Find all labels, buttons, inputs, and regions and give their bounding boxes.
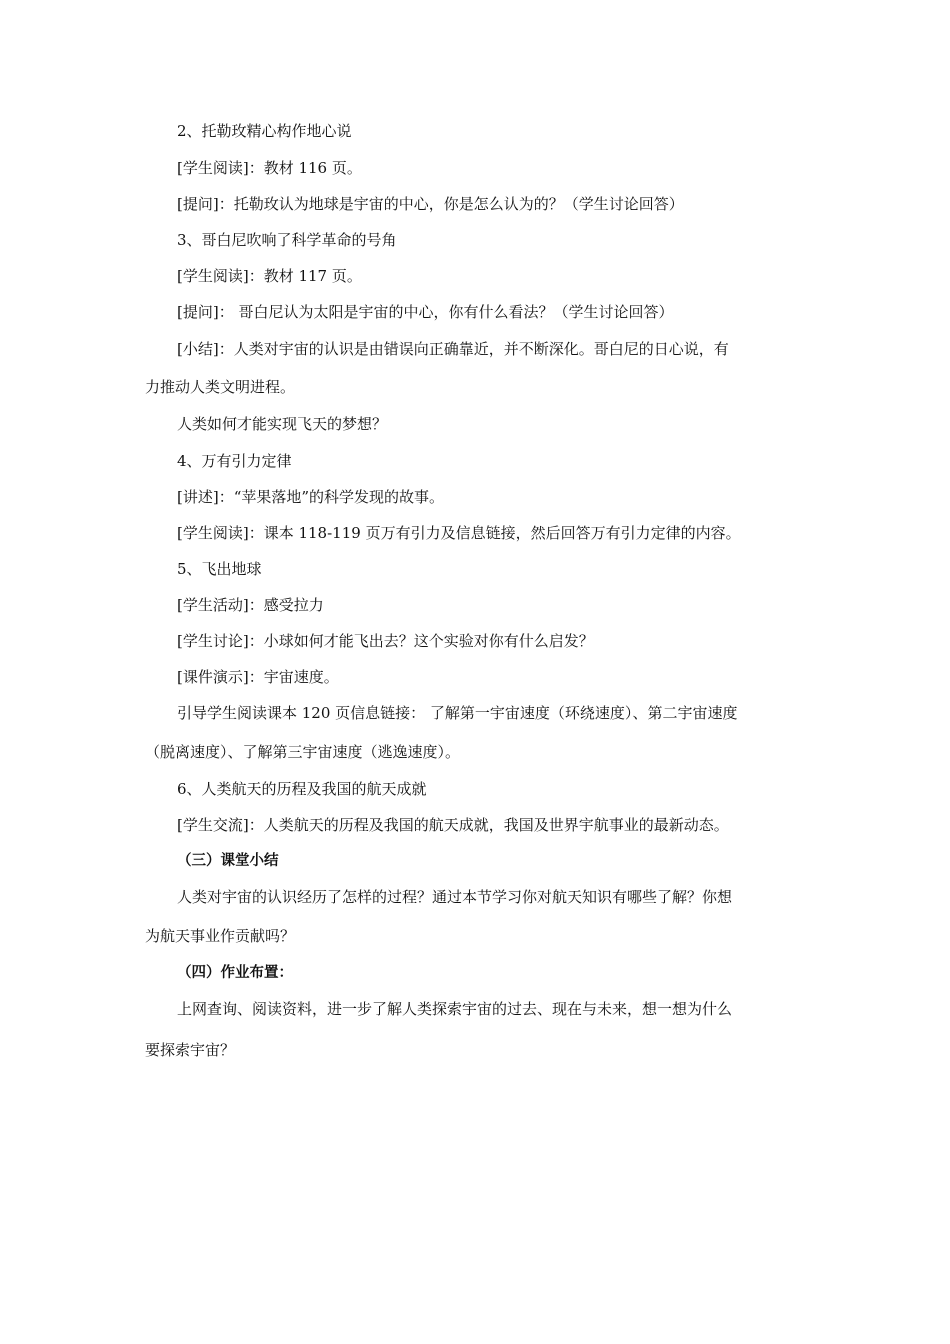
paragraph-line: [学生讨论]：小球如何才能飞出去？这个实验对你有什么启发？ (177, 632, 594, 650)
paragraph-line: [学生阅读]：课本 118-119 页万有引力及信息链接，然后回答万有引力定律的内容。 (177, 524, 741, 542)
section-heading-gravitation: 4、万有引力定律 (177, 452, 292, 470)
section-heading-summary: （三）课堂小结 (177, 853, 279, 869)
paragraph-line: [提问]：托勒玫认为地球是宇宙的中心，你是怎么认为的？（学生讨论回答） (177, 195, 684, 213)
paragraph-line: [课件演示]：宇宙速度。 (177, 668, 339, 686)
section-heading-homework: （四）作业布置： (177, 965, 293, 981)
paragraph-line: [小结]：人类对宇宙的认识是由错误向正确靠近，并不断深化。哥白尼的日心说，有 (177, 340, 729, 358)
paragraph-line: [学生活动]：感受拉力 (177, 596, 324, 614)
paragraph-line: [学生阅读]：教材 116 页。 (177, 159, 362, 177)
paragraph-line: 人类如何才能实现飞天的梦想？ (177, 415, 388, 433)
paragraph-line: 人类对宇宙的认识经历了怎样的过程？通过本节学习你对航天知识有哪些了解？你想 (177, 888, 733, 906)
section-heading-ptolemy: 2、托勒玫精心构作地心说 (177, 122, 352, 140)
paragraph-line: 要探索宇宙？ (145, 1041, 236, 1059)
paragraph-line: [讲述]：“苹果落地”的科学发现的故事。 (177, 488, 445, 506)
paragraph-line: 为航天事业作贡献吗？ (145, 927, 296, 945)
paragraph-line: 上网查询、阅读资料，进一步了解人类探索宇宙的过去、现在与未来，想一想为什么 (177, 1000, 733, 1018)
section-heading-copernicus: 3、哥白尼吹响了科学革命的号角 (177, 231, 397, 249)
paragraph-line: [提问]： 哥白尼认为太阳是宇宙的中心，你有什么看法？（学生讨论回答） (177, 303, 674, 321)
section-heading-spaceflight: 6、人类航天的历程及我国的航天成就 (177, 780, 427, 798)
paragraph-line: [学生阅读]：教材 117 页。 (177, 267, 362, 285)
paragraph-line: 引导学生阅读课本 120 页信息链接： 了解第一宇宙速度（环绕速度）、第二宇宙速度 (177, 704, 738, 722)
paragraph-line: 力推动人类文明进程。 (145, 378, 296, 396)
paragraph-line: （脱离速度）、了解第三宇宙速度（逃逸速度）。 (145, 743, 461, 761)
paragraph-line: [学生交流]：人类航天的历程及我国的航天成就，我国及世界宇航事业的最新动态。 (177, 816, 729, 834)
section-heading-leave-earth: 5、飞出地球 (177, 560, 262, 578)
